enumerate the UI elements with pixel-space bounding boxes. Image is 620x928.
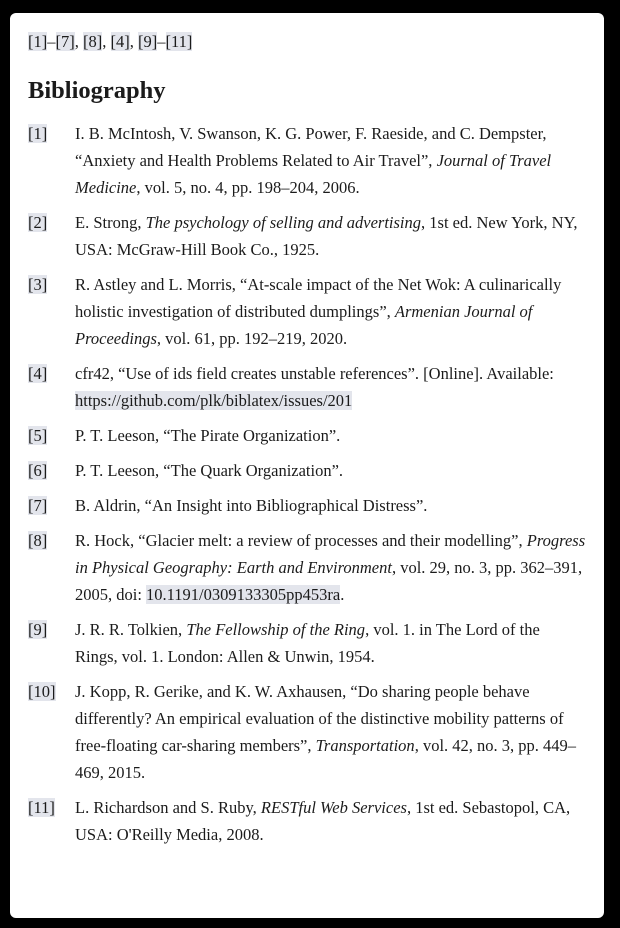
citation-separator: – — [157, 32, 166, 51]
reference-label — [28, 527, 75, 554]
work-title: Progress in Physical Geography: Earth and Environment — [75, 531, 586, 578]
reference-anchor-link[interactable]: [11] — [28, 798, 55, 818]
reference-item — [28, 209, 586, 263]
reference-anchor-link[interactable]: [4] — [28, 364, 48, 384]
citation-separator: , — [74, 32, 83, 51]
reference-anchor-link[interactable]: [10] — [28, 682, 56, 702]
reference-text-segment: . — [340, 585, 345, 605]
reference-text-segment: , vol. 1. in The Lord of the Rings, vol. 1. London: Allen & Unwin, 1954. — [75, 620, 540, 667]
reference-anchor-link[interactable]: [3] — [28, 275, 48, 295]
reference-text — [75, 492, 586, 519]
work-title: The psychology of selling and advertising — [145, 213, 422, 233]
reference-label — [28, 360, 75, 387]
work-title: Armenian Journal of Proceedings — [75, 302, 533, 349]
citation-separator: – — [47, 32, 56, 51]
reference-item — [28, 492, 586, 519]
reference-text-segment: E. Strong, — [75, 213, 146, 233]
citation-link[interactable]: [7] — [55, 32, 75, 51]
work-title: Transportation — [315, 736, 415, 756]
reference-text — [75, 271, 586, 352]
work-title: Journal of Travel Medicine — [75, 151, 552, 198]
work-title: RESTful Web Services — [260, 798, 407, 818]
reference-text — [75, 527, 586, 608]
reference-item — [28, 422, 586, 449]
reference-label — [28, 678, 75, 705]
external-link[interactable]: 10.1191/0309133305pp453ra — [146, 585, 341, 605]
reference-item — [28, 120, 586, 201]
citation-separator: , — [102, 32, 111, 51]
reference-anchor-link[interactable]: [9] — [28, 620, 48, 640]
reference-text — [75, 209, 586, 263]
citation-link[interactable]: [8] — [83, 32, 103, 51]
bibliography-heading: Bibliography — [28, 77, 166, 104]
reference-item — [28, 527, 586, 608]
reference-text — [75, 360, 586, 414]
reference-anchor-link[interactable]: [2] — [28, 213, 48, 233]
reference-text-segment: P. T. Leeson, “The Pirate Organization”. — [75, 426, 341, 446]
reference-text-segment: , 1st ed. New York, NY, USA: McGraw-Hill Book Co., 1925. — [75, 213, 578, 260]
reference-anchor-link[interactable]: [6] — [28, 461, 48, 481]
reference-item — [28, 678, 586, 786]
reference-text-segment: , vol. 61, pp. 192–219, 2020. — [156, 329, 348, 349]
citation-separator: , — [129, 32, 138, 51]
reference-label — [28, 457, 75, 484]
reference-text — [75, 457, 586, 484]
reference-item — [28, 616, 586, 670]
reference-anchor-link[interactable]: [8] — [28, 531, 48, 551]
reference-label — [28, 492, 75, 519]
reference-label — [28, 271, 75, 298]
reference-text-segment: , vol. 29, no. 3, pp. 362–391, 2005, doi: — [75, 558, 583, 605]
citation-links-line — [28, 30, 586, 53]
reference-label — [28, 422, 75, 449]
reference-label — [28, 794, 75, 821]
reference-list — [28, 120, 586, 848]
reference-text-segment: , vol. 42, no. 3, pp. 449–469, 2015. — [75, 736, 577, 783]
reference-label — [28, 616, 75, 643]
document-page — [10, 13, 604, 918]
reference-text-segment: cfr42, “Use of ids field creates unstable references”. [Online]. Available: — [75, 364, 554, 384]
reference-text-segment: B. Aldrin, “An Insight into Bibliographical Distress”. — [75, 496, 428, 516]
reference-text — [75, 422, 586, 449]
citation-link[interactable]: [9] — [138, 32, 158, 51]
reference-text-segment: R. Astley and L. Morris, “At-scale impact of the Net Wok: A culinarically holistic investigation of distributed dumplings”, — [75, 275, 562, 322]
reference-text — [75, 678, 586, 786]
reference-item — [28, 360, 586, 414]
reference-label — [28, 120, 75, 147]
reference-text-segment: , vol. 5, no. 4, pp. 198–204, 2006. — [136, 178, 360, 198]
reference-label — [28, 209, 75, 236]
reference-item — [28, 794, 586, 848]
external-link[interactable]: https://github.com/plk/biblatex/issues/201 — [75, 391, 353, 411]
reference-item — [28, 457, 586, 484]
work-title: The Fellowship of the Ring — [186, 620, 366, 640]
reference-text-segment: J. Kopp, R. Gerike, and K. W. Axhausen, “Do sharing people behave differently? An empirical evaluation of the distinctive mobility patterns of free-floating car-sharing members”, — [75, 682, 564, 756]
reference-item — [28, 271, 586, 352]
reference-text — [75, 616, 586, 670]
reference-text-segment: R. Hock, “Glacier melt: a review of processes and their modelling”, — [75, 531, 527, 551]
reference-text — [75, 794, 586, 848]
citation-link[interactable]: [11] — [165, 32, 193, 51]
citation-link[interactable]: [4] — [110, 32, 130, 51]
reference-anchor-link[interactable]: [7] — [28, 496, 48, 516]
reference-text-segment: I. B. McIntosh, V. Swanson, K. G. Power, F. Raeside, and C. Dempster, “Anxiety and Health Problems Related to Air Travel”, — [75, 124, 547, 171]
reference-text-segment: J. R. R. Tolkien, — [75, 620, 187, 640]
reference-anchor-link[interactable]: [1] — [28, 124, 48, 144]
reference-text-segment: P. T. Leeson, “The Quark Organization”. — [75, 461, 344, 481]
reference-text-segment: L. Richardson and S. Ruby, — [75, 798, 261, 818]
reference-anchor-link[interactable]: [5] — [28, 426, 48, 446]
reference-text — [75, 120, 586, 201]
citation-link[interactable]: [1] — [28, 32, 48, 51]
reference-text-segment: , 1st ed. Sebastopol, CA, USA: O'Reilly Media, 2008. — [75, 798, 571, 845]
